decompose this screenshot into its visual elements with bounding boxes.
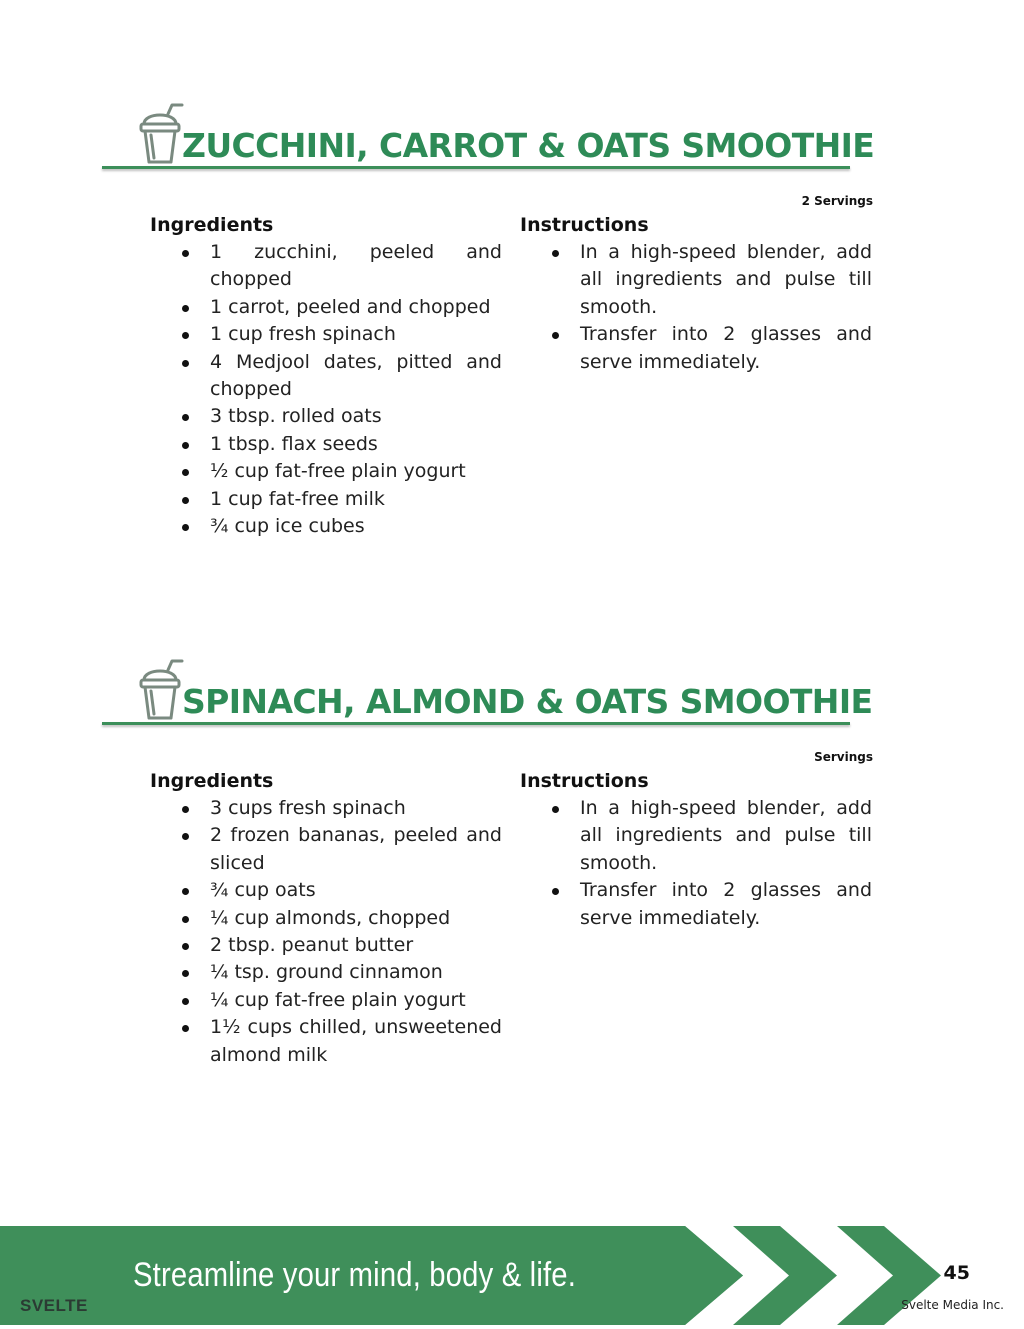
ingredient-item: 4 Medjool dates, pitted and chopped	[150, 349, 502, 404]
title-divider	[102, 166, 850, 169]
page-number: 45	[943, 1262, 970, 1284]
ingredients-heading: Ingredients	[150, 770, 274, 792]
smoothie-cup-icon	[138, 658, 188, 722]
ingredient-item: 3 cups fresh spinach	[150, 795, 502, 822]
ingredients-column	[150, 212, 502, 540]
ingredient-item: 1 zucchini, peeled and chopped	[150, 239, 502, 294]
ingredient-item: ½ cup fat-free plain yogurt	[150, 458, 502, 485]
instructions-heading: Instructions	[520, 214, 649, 236]
ingredient-item: 1½ cups chilled, unsweetened almond milk	[150, 1014, 502, 1069]
instruction-step: In a high-speed blender, add all ingredients and pulse till smooth.	[520, 795, 872, 877]
ingredient-item: 3 tbsp. rolled oats	[150, 403, 502, 430]
footer-banner	[0, 1226, 1024, 1325]
instructions-heading: Instructions	[520, 770, 649, 792]
ingredient-item: ¾ cup ice cubes	[150, 513, 502, 540]
ingredient-item: ¼ cup almonds, chopped	[150, 905, 502, 932]
recipe-title-row	[102, 656, 873, 732]
instructions-column	[520, 212, 872, 376]
ingredients-heading: Ingredients	[150, 214, 274, 236]
footer-chevron-panel	[685, 1226, 1024, 1325]
ingredients-column	[150, 768, 502, 1069]
instruction-step: In a high-speed blender, add all ingredients and pulse till smooth.	[520, 239, 872, 321]
ingredient-item: 1 carrot, peeled and chopped	[150, 294, 502, 321]
instructions-list	[520, 795, 872, 932]
smoothie-cup-icon	[138, 102, 188, 166]
recipe-title-row	[102, 100, 875, 176]
ingredient-item: 2 frozen bananas, peeled and sliced	[150, 822, 502, 877]
recipe-title: SPINACH, ALMOND & OATS SMOOTHIE	[182, 682, 873, 721]
ingredient-item: 1 cup fat-free milk	[150, 486, 502, 513]
footer-slogan: Streamline your mind, body & life.	[133, 1256, 577, 1294]
ingredient-item: ¼ tsp. ground cinnamon	[150, 959, 502, 986]
servings-label: 2 Servings	[801, 194, 873, 208]
brand-logo: SVELTE	[20, 1296, 88, 1315]
ingredient-item: 1 cup fresh spinach	[150, 321, 502, 348]
title-divider	[102, 722, 850, 725]
ingredient-item: ¾ cup oats	[150, 877, 502, 904]
instructions-list	[520, 239, 872, 376]
recipe-title: ZUCCHINI, CARROT & OATS SMOOTHIE	[182, 126, 875, 165]
instructions-column	[520, 768, 872, 932]
ingredient-item: 2 tbsp. peanut butter	[150, 932, 502, 959]
ingredient-item: ¼ cup fat-free plain yogurt	[150, 987, 502, 1014]
ingredient-item: 1 tbsp. flax seeds	[150, 431, 502, 458]
instruction-step: Transfer into 2 glasses and serve immediately.	[520, 321, 872, 376]
instruction-step: Transfer into 2 glasses and serve immediately.	[520, 877, 872, 932]
company-name: Svelte Media Inc.	[901, 1298, 1004, 1312]
servings-label: Servings	[814, 750, 873, 764]
ingredients-list	[150, 795, 502, 1069]
ingredients-list	[150, 239, 502, 540]
